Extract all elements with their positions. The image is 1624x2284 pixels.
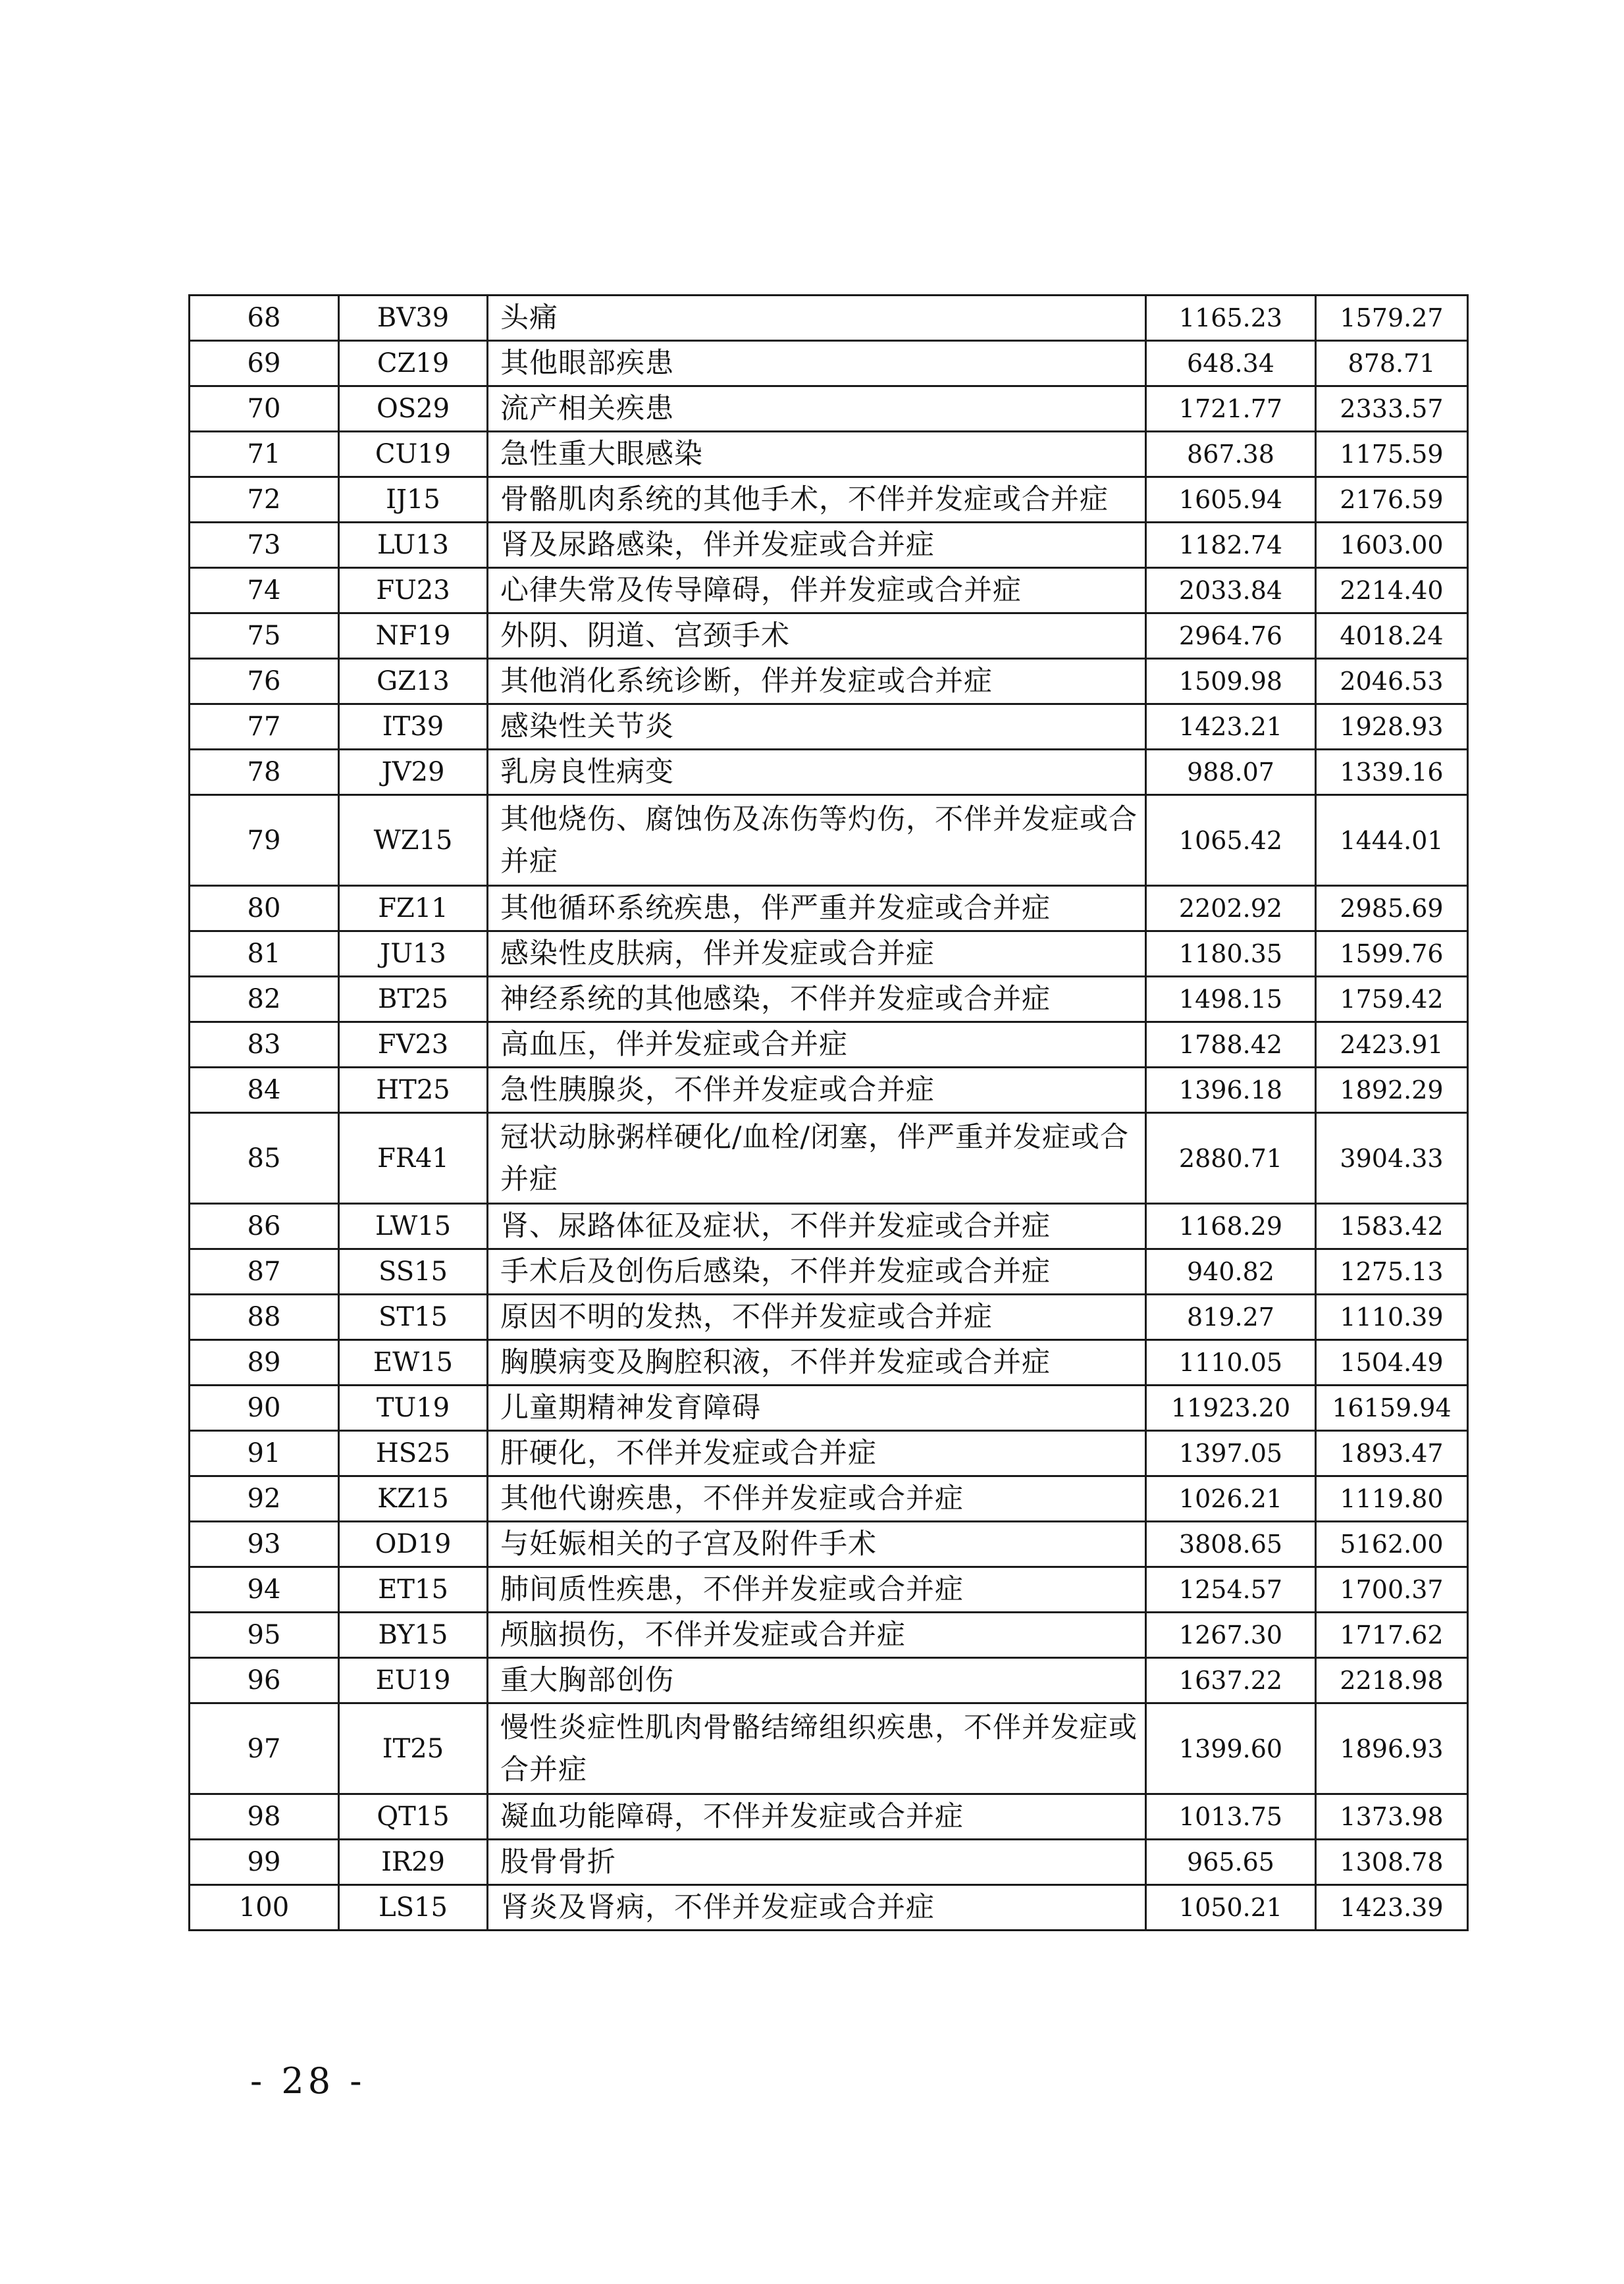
cost-value-cell: 1637.22 [1146,1658,1316,1703]
drg-code-cell: SS15 [339,1249,488,1295]
table-row [190,386,1468,432]
disease-group-name-cell: 颅脑损伤，不伴并发症或合并症 [488,1613,1146,1658]
disease-group-name-cell: 与妊娠相关的子宫及附件手术 [488,1522,1146,1567]
disease-group-name-cell: 肾、尿路体征及症状，不伴并发症或合并症 [488,1204,1146,1249]
row-number-cell: 72 [190,477,339,523]
table-row [190,659,1468,704]
drg-code-cell: EW15 [339,1340,488,1386]
disease-group-name-cell: 冠状动脉粥样硬化/血栓/闭塞，伴严重并发症或合并症 [488,1113,1146,1204]
drg-code-cell: LW15 [339,1204,488,1249]
drg-code-cell: LU13 [339,523,488,568]
drg-code-cell: BY15 [339,1613,488,1658]
drg-code-cell: TU19 [339,1386,488,1431]
row-number-cell: 87 [190,1249,339,1295]
disease-group-name-cell: 急性重大眼感染 [488,432,1146,477]
cost-value-cell: 940.82 [1146,1249,1316,1295]
standard-value-cell: 1700.37 [1316,1567,1468,1613]
disease-group-name-cell: 头痛 [488,296,1146,341]
table-row [190,1885,1468,1931]
disease-group-name-cell: 重大胸部创伤 [488,1658,1146,1703]
row-number-cell: 100 [190,1885,339,1931]
cost-value-cell: 1026.21 [1146,1476,1316,1522]
drg-code-cell: IJ15 [339,477,488,523]
standard-value-cell: 5162.00 [1316,1522,1468,1567]
cost-value-cell: 1180.35 [1146,931,1316,977]
table-row [190,523,1468,568]
drg-code-cell: HS25 [339,1431,488,1476]
cost-value-cell: 1788.42 [1146,1022,1316,1068]
disease-group-name-cell: 急性胰腺炎，不伴并发症或合并症 [488,1068,1146,1113]
disease-group-name-cell: 骨骼肌肉系统的其他手术，不伴并发症或合并症 [488,477,1146,523]
row-number-cell: 96 [190,1658,339,1703]
standard-value-cell: 2176.59 [1316,477,1468,523]
row-number-cell: 69 [190,341,339,386]
row-number-cell: 75 [190,613,339,659]
standard-value-cell: 4018.24 [1316,613,1468,659]
table-row [190,477,1468,523]
cost-value-cell: 1065.42 [1146,795,1316,886]
drg-code-cell: KZ15 [339,1476,488,1522]
drg-code-cell: FU23 [339,568,488,613]
table-row [190,1476,1468,1522]
disease-group-name-cell: 肾炎及肾病，不伴并发症或合并症 [488,1885,1146,1931]
standard-value-cell: 1423.39 [1316,1885,1468,1931]
row-number-cell: 89 [190,1340,339,1386]
drg-code-cell: FR41 [339,1113,488,1204]
drg-code-cell: IR29 [339,1840,488,1885]
table-row [190,1522,1468,1567]
cost-value-cell: 1605.94 [1146,477,1316,523]
disease-group-name-cell: 凝血功能障碍，不伴并发症或合并症 [488,1794,1146,1840]
page-number: - 28 - [250,2060,366,2102]
standard-value-cell: 1110.39 [1316,1295,1468,1340]
table-row [190,1431,1468,1476]
disease-group-name-cell: 肺间质性疾患，不伴并发症或合并症 [488,1567,1146,1613]
cost-value-cell: 1168.29 [1146,1204,1316,1249]
cost-value-cell: 1267.30 [1146,1613,1316,1658]
disease-group-name-cell: 原因不明的发热，不伴并发症或合并症 [488,1295,1146,1340]
standard-value-cell: 1373.98 [1316,1794,1468,1840]
cost-value-cell: 1013.75 [1146,1794,1316,1840]
drg-code-cell: EU19 [339,1658,488,1703]
drg-code-cell: WZ15 [339,795,488,886]
cost-value-cell: 1396.18 [1146,1068,1316,1113]
row-number-cell: 98 [190,1794,339,1840]
standard-value-cell: 2985.69 [1316,886,1468,931]
row-number-cell: 90 [190,1386,339,1431]
standard-value-cell: 1308.78 [1316,1840,1468,1885]
standard-value-cell: 1759.42 [1316,977,1468,1022]
table-row [190,750,1468,795]
disease-group-name-cell: 肝硬化，不伴并发症或合并症 [488,1431,1146,1476]
disease-group-name-cell: 其他眼部疾患 [488,341,1146,386]
disease-group-name-cell: 胸膜病变及胸腔积液，不伴并发症或合并症 [488,1340,1146,1386]
standard-value-cell: 1893.47 [1316,1431,1468,1476]
drg-code-cell: BV39 [339,296,488,341]
drg-code-cell: BT25 [339,977,488,1022]
standard-value-cell: 1896.93 [1316,1703,1468,1794]
drg-code-cell: HT25 [339,1068,488,1113]
table-row [190,341,1468,386]
table-row [190,1295,1468,1340]
cost-value-cell: 648.34 [1146,341,1316,386]
cost-value-cell: 1182.74 [1146,523,1316,568]
standard-value-cell: 1583.42 [1316,1204,1468,1249]
drg-code-cell: IT39 [339,704,488,750]
standard-value-cell: 2333.57 [1316,386,1468,432]
drg-code-cell: JU13 [339,931,488,977]
cost-value-cell: 2964.76 [1146,613,1316,659]
cost-value-cell: 3808.65 [1146,1522,1316,1567]
drg-code-cell: OS29 [339,386,488,432]
cost-value-cell: 1110.05 [1146,1340,1316,1386]
row-number-cell: 97 [190,1703,339,1794]
cost-value-cell: 1397.05 [1146,1431,1316,1476]
standard-value-cell: 1175.59 [1316,432,1468,477]
row-number-cell: 73 [190,523,339,568]
drg-code-cell: LS15 [339,1885,488,1931]
table-row [190,1113,1468,1204]
standard-value-cell: 1892.29 [1316,1068,1468,1113]
disease-group-name-cell: 神经系统的其他感染，不伴并发症或合并症 [488,977,1146,1022]
cost-value-cell: 819.27 [1146,1295,1316,1340]
row-number-cell: 74 [190,568,339,613]
row-number-cell: 92 [190,1476,339,1522]
row-number-cell: 86 [190,1204,339,1249]
row-number-cell: 80 [190,886,339,931]
disease-group-name-cell: 股骨骨折 [488,1840,1146,1885]
drg-code-cell: CU19 [339,432,488,477]
cost-value-cell: 965.65 [1146,1840,1316,1885]
drg-payment-table [188,294,1469,1931]
cost-value-cell: 1423.21 [1146,704,1316,750]
drg-code-cell: CZ19 [339,341,488,386]
disease-group-name-cell: 感染性皮肤病，伴并发症或合并症 [488,931,1146,977]
standard-value-cell: 1275.13 [1316,1249,1468,1295]
disease-group-name-cell: 流产相关疾患 [488,386,1146,432]
table-row [190,1794,1468,1840]
row-number-cell: 95 [190,1613,339,1658]
table-row [190,432,1468,477]
drg-code-cell: QT15 [339,1794,488,1840]
table-row [190,1840,1468,1885]
row-number-cell: 71 [190,432,339,477]
table-row [190,704,1468,750]
standard-value-cell: 1119.80 [1316,1476,1468,1522]
cost-value-cell: 11923.20 [1146,1386,1316,1431]
drg-code-cell: ET15 [339,1567,488,1613]
table-row [190,613,1468,659]
cost-value-cell: 988.07 [1146,750,1316,795]
table-row [190,795,1468,886]
standard-value-cell: 1928.93 [1316,704,1468,750]
standard-value-cell: 3904.33 [1316,1113,1468,1204]
disease-group-name-cell: 高血压，伴并发症或合并症 [488,1022,1146,1068]
table-row [190,1340,1468,1386]
table-row [190,1204,1468,1249]
disease-group-name-cell: 其他循环系统疾患，伴严重并发症或合并症 [488,886,1146,931]
disease-group-name-cell: 儿童期精神发育障碍 [488,1386,1146,1431]
row-number-cell: 82 [190,977,339,1022]
standard-value-cell: 2218.98 [1316,1658,1468,1703]
standard-value-cell: 1504.49 [1316,1340,1468,1386]
drg-code-cell: JV29 [339,750,488,795]
table-row [190,568,1468,613]
table-row [190,296,1468,341]
cost-value-cell: 1509.98 [1146,659,1316,704]
standard-value-cell: 878.71 [1316,341,1468,386]
drg-code-cell: GZ13 [339,659,488,704]
row-number-cell: 94 [190,1567,339,1613]
disease-group-name-cell: 其他消化系统诊断，伴并发症或合并症 [488,659,1146,704]
standard-value-cell: 1599.76 [1316,931,1468,977]
standard-value-cell: 1579.27 [1316,296,1468,341]
row-number-cell: 91 [190,1431,339,1476]
row-number-cell: 83 [190,1022,339,1068]
cost-value-cell: 1254.57 [1146,1567,1316,1613]
disease-group-name-cell: 外阴、阴道、宫颈手术 [488,613,1146,659]
table-row [190,931,1468,977]
drg-code-cell: OD19 [339,1522,488,1567]
disease-group-name-cell: 慢性炎症性肌肉骨骼结缔组织疾患，不伴并发症或合并症 [488,1703,1146,1794]
cost-value-cell: 1498.15 [1146,977,1316,1022]
table-row [190,1022,1468,1068]
drg-code-cell: NF19 [339,613,488,659]
standard-value-cell: 2423.91 [1316,1022,1468,1068]
table-row [190,1386,1468,1431]
table-row [190,1613,1468,1658]
standard-value-cell: 1339.16 [1316,750,1468,795]
row-number-cell: 68 [190,296,339,341]
disease-group-name-cell: 其他代谢疾患，不伴并发症或合并症 [488,1476,1146,1522]
drg-code-cell: FV23 [339,1022,488,1068]
standard-value-cell: 1444.01 [1316,795,1468,886]
row-number-cell: 84 [190,1068,339,1113]
row-number-cell: 85 [190,1113,339,1204]
row-number-cell: 88 [190,1295,339,1340]
standard-value-cell: 2046.53 [1316,659,1468,704]
cost-value-cell: 1721.77 [1146,386,1316,432]
row-number-cell: 70 [190,386,339,432]
cost-value-cell: 1399.60 [1146,1703,1316,1794]
disease-group-name-cell: 乳房良性病变 [488,750,1146,795]
table-row [190,1703,1468,1794]
drg-code-cell: ST15 [339,1295,488,1340]
table-row [190,1068,1468,1113]
table-row [190,1567,1468,1613]
table-row [190,1658,1468,1703]
standard-value-cell: 2214.40 [1316,568,1468,613]
drg-code-cell: IT25 [339,1703,488,1794]
disease-group-name-cell: 心律失常及传导障碍，伴并发症或合并症 [488,568,1146,613]
row-number-cell: 78 [190,750,339,795]
row-number-cell: 79 [190,795,339,886]
disease-group-name-cell: 手术后及创伤后感染，不伴并发症或合并症 [488,1249,1146,1295]
standard-value-cell: 1603.00 [1316,523,1468,568]
table-row [190,886,1468,931]
cost-value-cell: 1165.23 [1146,296,1316,341]
cost-value-cell: 2202.92 [1146,886,1316,931]
row-number-cell: 93 [190,1522,339,1567]
cost-value-cell: 2880.71 [1146,1113,1316,1204]
disease-group-name-cell: 肾及尿路感染，伴并发症或合并症 [488,523,1146,568]
row-number-cell: 81 [190,931,339,977]
standard-value-cell: 16159.94 [1316,1386,1468,1431]
cost-value-cell: 2033.84 [1146,568,1316,613]
standard-value-cell: 1717.62 [1316,1613,1468,1658]
disease-group-name-cell: 感染性关节炎 [488,704,1146,750]
row-number-cell: 77 [190,704,339,750]
cost-value-cell: 1050.21 [1146,1885,1316,1931]
drg-code-cell: FZ11 [339,886,488,931]
row-number-cell: 76 [190,659,339,704]
row-number-cell: 99 [190,1840,339,1885]
disease-group-name-cell: 其他烧伤、腐蚀伤及冻伤等灼伤，不伴并发症或合并症 [488,795,1146,886]
table-row [190,977,1468,1022]
table-row [190,1249,1468,1295]
cost-value-cell: 867.38 [1146,432,1316,477]
